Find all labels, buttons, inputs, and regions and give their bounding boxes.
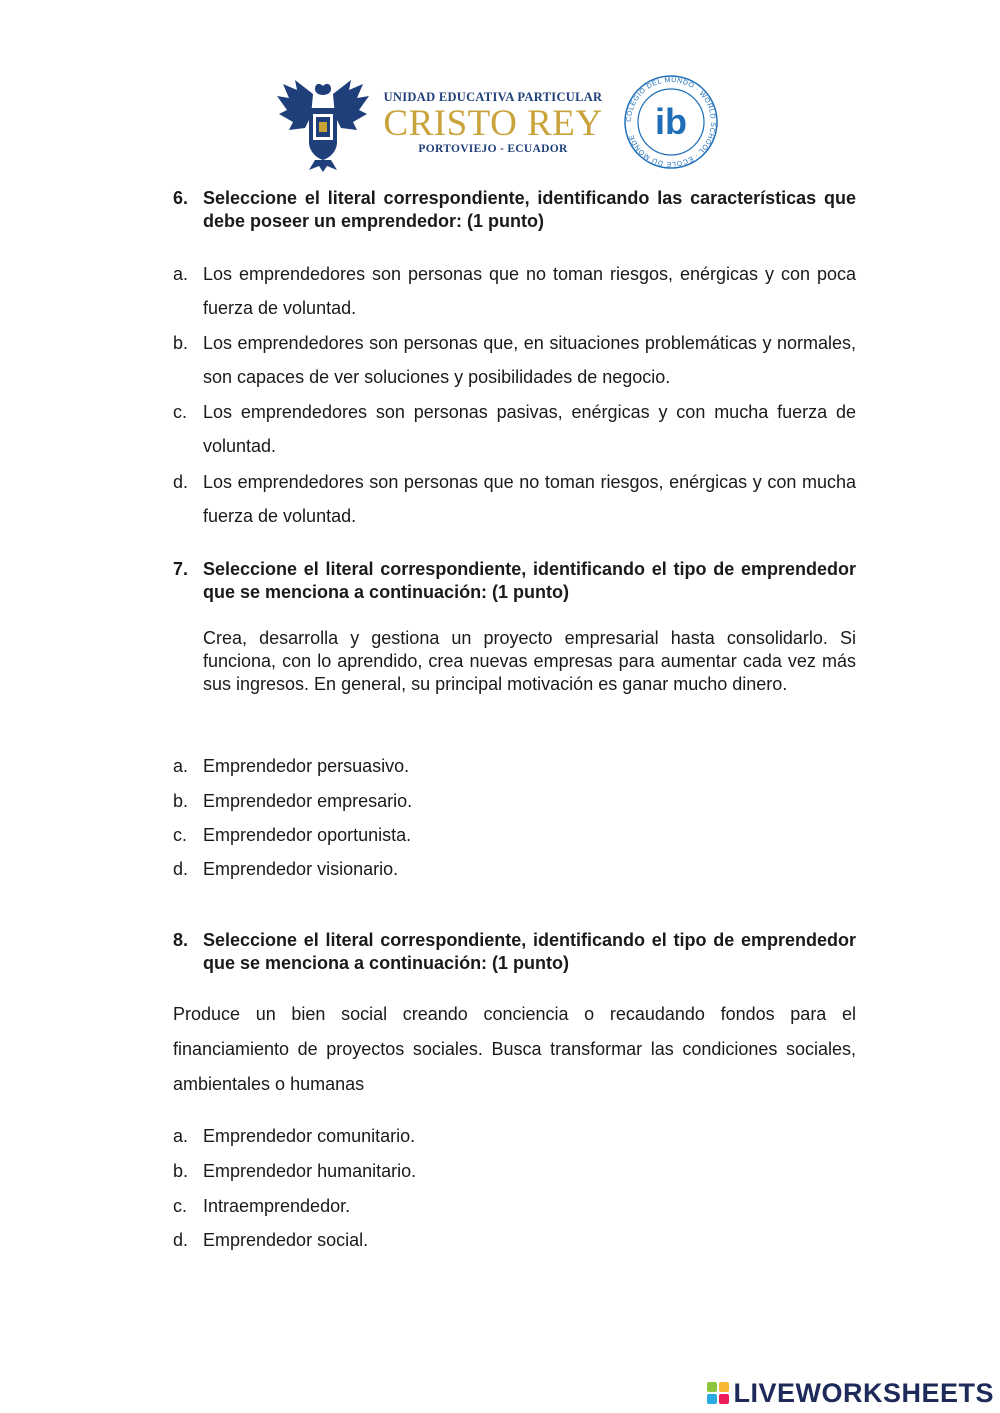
logo-block: [719, 1382, 729, 1392]
question-8-option-b[interactable]: [173, 1160, 856, 1183]
option-text: Emprendedor humanitario.: [203, 1161, 417, 1181]
question-number: 6.: [173, 188, 189, 208]
question-8-description: Produce un bien social creando conciencia o recaudando fondos para el financiamiento de proyectos sociales. Busca transformar las condiciones sociales, ambientales o humanas: [173, 1004, 856, 1094]
school-eagle-crest-icon: [275, 72, 371, 172]
option-text: Emprendedor persuasivo.: [203, 756, 410, 776]
question-8-option-c[interactable]: [173, 1195, 856, 1218]
question-number: 8.: [173, 930, 189, 950]
school-line1: UNIDAD EDUCATIVA PARTICULAR: [383, 90, 603, 104]
option-letter: c.: [173, 402, 188, 422]
question-7-option-d[interactable]: [173, 858, 856, 881]
liveworksheets-logo-icon: [707, 1382, 729, 1404]
question-text: Seleccione el literal correspondiente, identificando el tipo de emprendedor que se menciona a continuación: (1 punto): [203, 559, 856, 602]
question-6-option-a[interactable]: [173, 257, 856, 325]
school-name-block: [381, 90, 605, 155]
option-letter: c.: [173, 1196, 188, 1216]
option-letter: a.: [173, 264, 189, 284]
question-8-title: [173, 929, 856, 975]
option-text: Emprendedor oportunista.: [203, 825, 412, 845]
question-6-title: [173, 187, 856, 233]
school-header: [275, 72, 730, 172]
option-letter: a.: [173, 756, 189, 776]
option-text: Intraemprendedor.: [203, 1196, 351, 1216]
question-7-option-b[interactable]: [173, 790, 856, 813]
question-8-option-d[interactable]: [173, 1229, 856, 1252]
question-text: Seleccione el literal correspondiente, identificando el tipo de emprendedor que se menciona a continuación: (1 punto): [203, 930, 856, 973]
svg-text:ib: ib: [655, 101, 687, 142]
option-text: Los emprendedores son personas que no toman riesgos, enérgicas y con mucha fuerza de voluntad.: [203, 472, 856, 526]
option-text: Los emprendedores son personas que, en situaciones problemáticas y normales, son capaces de ver soluciones y posibilidades de negocio.: [203, 333, 856, 387]
question-7-title: [173, 558, 856, 604]
question-7-option-a[interactable]: [173, 755, 856, 778]
question-7-option-c[interactable]: [173, 824, 856, 847]
liveworksheets-footer[interactable]: [707, 1378, 994, 1408]
option-letter: b.: [173, 1161, 189, 1181]
option-letter: b.: [173, 333, 189, 353]
svg-text:COLEGIO DEL MUNDO · WORLD SCHO: COLEGIO DEL MUNDO · WORLD SCHOOL · ÉCOLE DU MONDE ·: [625, 76, 717, 168]
question-8-option-a[interactable]: [173, 1125, 856, 1148]
option-letter: d.: [173, 472, 189, 492]
option-text: Emprendedor empresario.: [203, 791, 413, 811]
question-6-option-b[interactable]: [173, 326, 856, 394]
logo-block: [707, 1394, 717, 1404]
option-text: Los emprendedores son personas que no toman riesgos, enérgicas y con poca fuerza de voluntad.: [203, 264, 856, 318]
logo-block: [719, 1394, 729, 1404]
option-letter: b.: [173, 791, 189, 811]
question-6-option-d[interactable]: [173, 465, 856, 533]
option-letter: d.: [173, 859, 189, 879]
option-text: Emprendedor social.: [203, 1230, 369, 1250]
option-letter: a.: [173, 1126, 189, 1146]
option-letter: d.: [173, 1230, 189, 1250]
logo-block: [707, 1382, 717, 1392]
question-6-option-c[interactable]: [173, 395, 856, 463]
question-number: 7.: [173, 559, 189, 579]
ib-world-school-logo-icon: [621, 74, 721, 170]
option-text: Los emprendedores son personas pasivas, enérgicas y con mucha fuerza de voluntad.: [203, 402, 856, 456]
option-text: Emprendedor visionario.: [203, 859, 399, 879]
option-letter: c.: [173, 825, 188, 845]
option-text: Emprendedor comunitario.: [203, 1126, 416, 1146]
school-location: PORTOVIEJO - ECUADOR: [418, 143, 568, 155]
question-7-description: Crea, desarrolla y gestiona un proyecto empresarial hasta consolidarlo. Si funciona, con lo aprendido, crea nuevas empresas para aumentar cada vez más sus ingresos. En general, su principal motivación es ganar mucho dinero.: [203, 628, 856, 694]
school-name: CRISTO REY: [383, 103, 603, 144]
question-text: Seleccione el literal correspondiente, identificando las características que debe poseer un emprendedor: (1 punto): [203, 188, 856, 231]
liveworksheets-brand: LIVEWORKSHEETS: [733, 1377, 994, 1408]
